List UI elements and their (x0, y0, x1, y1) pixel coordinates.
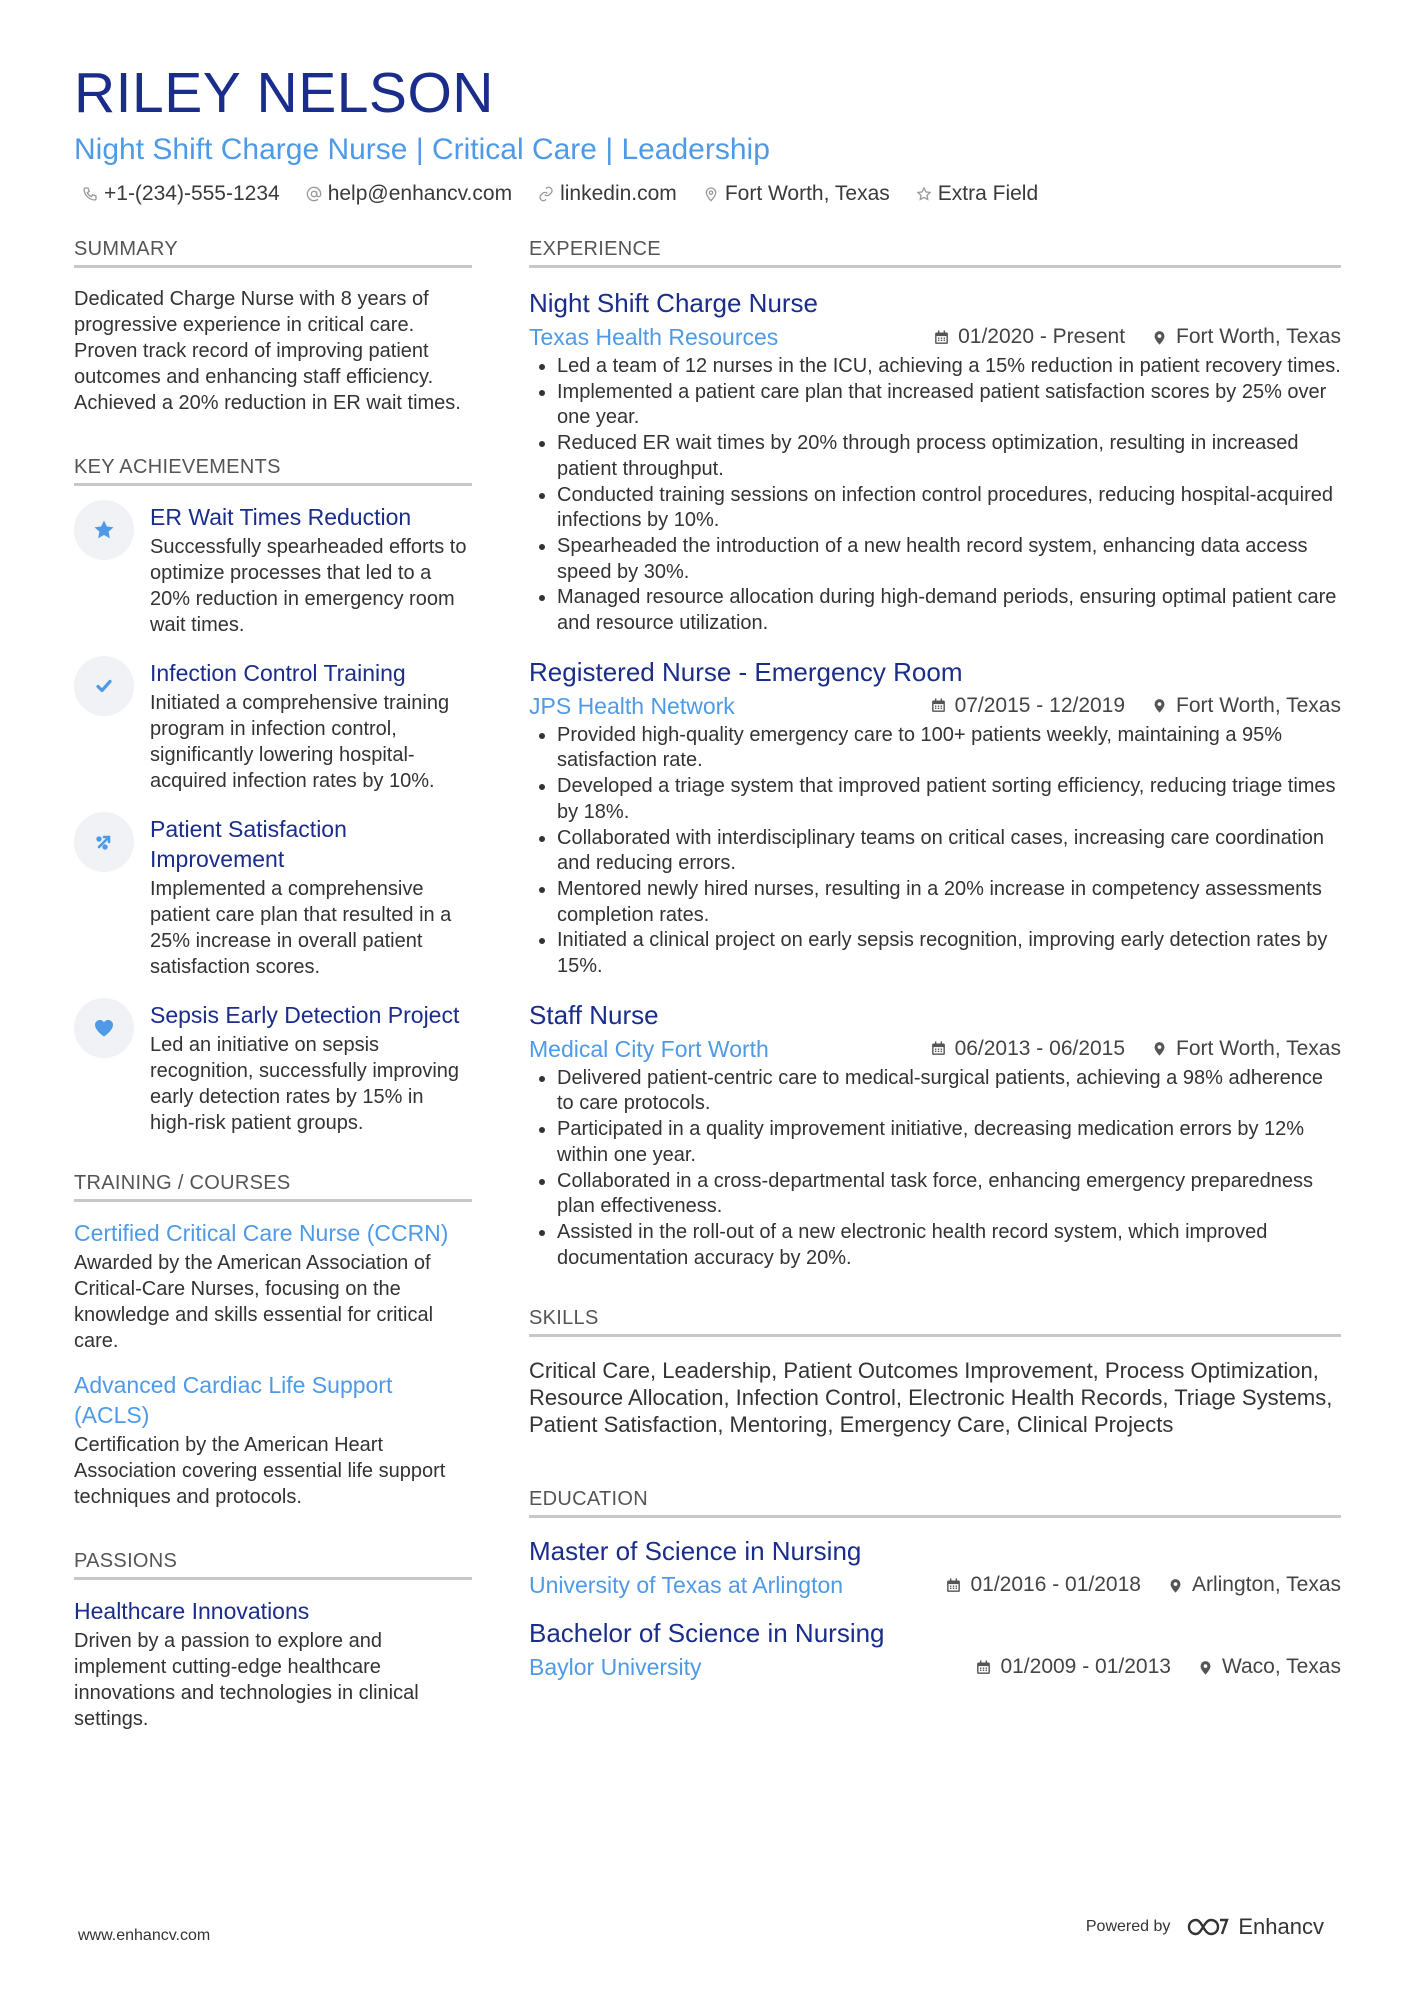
achievement-item (74, 502, 472, 638)
degree-title: Master of Science in Nursing (529, 1536, 862, 1567)
achievement-title: Infection Control Training (150, 660, 406, 686)
education-location: Waco, Texas (1221, 1655, 1341, 1679)
achievement-title: ER Wait Times Reduction (150, 504, 412, 530)
section-title-education: EDUCATION (529, 1488, 1341, 1518)
school-name: Baylor University (529, 1654, 702, 1681)
bullet-item: • Mentored newly hired nurses, resulting in a 20% increase in competency assessments completion rates. (557, 877, 1341, 928)
phone-icon (82, 186, 98, 202)
calendar-icon (975, 1659, 992, 1676)
achievement-desc: Initiated a comprehensive training program in infection control, significantly lowering hospital-acquired infection rates by 10%. (150, 692, 450, 792)
bullet-item: • Led a team of 12 nurses in the ICU, achieving a 15% reduction in patient recovery times. (557, 354, 1341, 380)
candidate-subtitle: Night Shift Charge Nurse | Critical Care | Leadership (74, 133, 770, 166)
phone-text: +1-(234)-555-1234 (104, 182, 280, 205)
education-entry (529, 1616, 1341, 1682)
summary-text: Dedicated Charge Nurse with 8 years of progressive experience in critical care. Proven track record of improving patient outcomes and enhancing staff efficiency. Achieved a 20% reduction in ER wait times. (74, 288, 461, 414)
job-title: Night Shift Charge Nurse (529, 288, 819, 318)
job-entry (529, 286, 1341, 637)
link-icon (538, 186, 554, 202)
achievement-desc: Led an initiative on sepsis recognition, successfully improving early detection rates by 15% in high-risk patient groups. (150, 1034, 460, 1134)
footer-powered-by (1086, 1914, 1324, 1940)
section-title-summary: SUMMARY (74, 238, 472, 268)
skills-text: Critical Care, Leadership, Patient Outcomes Improvement, Process Optimization, Resource Allocation, Infection Control, Electronic Health Records, Triage Systems, Patient Satisfaction, Mentoring, Emergency Care, Clinical Projects (529, 1358, 1333, 1438)
job-bullets (529, 723, 1341, 980)
job-dates: 01/2020 - Present (958, 325, 1126, 348)
course-desc: Awarded by the American Association of Critical-Care Nurses, focusing on the knowledge and skills essential for critical care. (74, 1252, 434, 1352)
job-meta (529, 691, 1341, 721)
heart-icon (74, 998, 134, 1058)
contact-location (703, 182, 890, 206)
training-section (74, 1172, 472, 1510)
star-icon (74, 500, 134, 560)
company-name: Medical City Fort Worth (529, 1035, 769, 1062)
job-entry (529, 998, 1341, 1272)
left-column (74, 238, 472, 1732)
footer-website[interactable]: www.enhancv.com (78, 1927, 211, 1944)
check-icon (74, 656, 134, 716)
education-meta (529, 1652, 1341, 1682)
bullet-item: • Assisted in the roll-out of a new electronic health record system, which improved documentation accuracy by 20%. (557, 1220, 1341, 1271)
job-title: Staff Nurse (529, 999, 659, 1030)
job-dates: 06/2013 - 06/2015 (954, 1036, 1126, 1060)
company-name: Texas Health Resources (529, 324, 779, 350)
skills-section (529, 1307, 1341, 1438)
contact-link[interactable] (538, 182, 677, 206)
trend-icon (74, 812, 134, 872)
education-entry (529, 1534, 1341, 1600)
location-text: Fort Worth, Texas (724, 182, 890, 205)
education-section (529, 1488, 1341, 1682)
job-entry (529, 655, 1341, 980)
location-pin-icon (1151, 329, 1168, 346)
education-dates: 01/2016 - 01/2018 (970, 1573, 1141, 1597)
company-name: JPS Health Network (529, 692, 735, 719)
achievement-item (74, 658, 472, 794)
right-column (529, 238, 1341, 1682)
course-item (74, 1218, 472, 1354)
passion-title: Healthcare Innovations (74, 1598, 310, 1624)
section-title-experience: EXPERIENCE (529, 238, 1341, 268)
passion-desc: Driven by a passion to explore and implement cutting-edge healthcare innovations and technologies in clinical settings. (74, 1630, 419, 1730)
calendar-icon (930, 1040, 947, 1057)
experience-section (529, 238, 1341, 1271)
section-title-passions: PASSIONS (74, 1550, 472, 1580)
course-item (74, 1370, 472, 1510)
job-bullets (529, 1066, 1341, 1272)
job-meta (529, 1034, 1341, 1064)
calendar-icon (933, 329, 950, 346)
job-title: Registered Nurse - Emergency Room (529, 656, 963, 687)
location-pin-icon (1151, 1040, 1168, 1057)
job-location: Fort Worth, Texas (1176, 325, 1341, 348)
at-icon (306, 186, 322, 202)
bullet-item: • Implemented a patient care plan that increased patient satisfaction scores by 25% over one year. (557, 380, 1341, 431)
bullet-item: • Managed resource allocation during high-demand periods, ensuring optimal patient care and resource utilization. (557, 585, 1341, 636)
education-location: Arlington, Texas (1191, 1573, 1341, 1597)
contact-bar (74, 182, 1346, 206)
brand-name: Enhancv (1238, 1914, 1324, 1939)
brand-logo[interactable] (1186, 1914, 1324, 1940)
bullet-item: • Delivered patient-centric care to medical-surgical patients, achieving a 98% adherence to care protocols. (557, 1066, 1341, 1117)
job-dates: 07/2015 - 12/2019 (954, 693, 1126, 717)
location-pin-icon (1167, 1577, 1184, 1594)
achievement-desc: Successfully spearheaded efforts to optimize processes that led to a 20% reduction in emergency room wait times. (150, 536, 467, 636)
email-text: help@enhancv.com (327, 182, 513, 205)
achievements-section (74, 456, 472, 1136)
location-pin-icon (1197, 1659, 1214, 1676)
star-outline-icon (916, 186, 932, 202)
calendar-icon (930, 697, 947, 714)
extra-text: Extra Field (937, 182, 1039, 205)
contact-email[interactable] (306, 182, 512, 206)
section-title-skills: SKILLS (529, 1307, 1341, 1337)
bullet-item: • Participated in a quality improvement initiative, decreasing medication errors by 12% within one year. (557, 1117, 1341, 1168)
summary-section (74, 238, 472, 416)
section-title-training: TRAINING / COURSES (74, 1172, 472, 1202)
bullet-item: • Developed a triage system that improved patient sorting efficiency, reducing triage times by 18%. (557, 774, 1341, 825)
bullet-item: • Conducted training sessions on infection control procedures, reducing hospital-acquired infections by 10%. (557, 483, 1341, 534)
enhancv-logo-icon (1186, 1916, 1230, 1938)
candidate-name: RILEY NELSON (74, 61, 494, 125)
contact-extra (916, 182, 1038, 206)
link-text: linkedin.com (560, 182, 677, 205)
course-title: Certified Critical Care Nurse (CCRN) (74, 1220, 449, 1246)
achievement-title: Sepsis Early Detection Project (150, 1002, 460, 1028)
course-desc: Certification by the American Heart Association covering essential life support techniques and protocols. (74, 1434, 446, 1508)
achievement-item (74, 1000, 472, 1136)
contact-phone[interactable] (82, 182, 280, 206)
job-location: Fort Worth, Texas (1176, 693, 1341, 717)
education-dates: 01/2009 - 01/2013 (1000, 1655, 1171, 1679)
achievement-item (74, 814, 472, 980)
course-title: Advanced Cardiac Life Support (ACLS) (74, 1372, 393, 1428)
bullet-item: • Provided high-quality emergency care to 100+ patients weekly, maintaining a 95% satisfaction rate. (557, 723, 1341, 774)
location-pin-icon (1151, 697, 1168, 714)
bullet-item: • Spearheaded the introduction of a new health record system, enhancing data access speed by 30%. (557, 534, 1341, 585)
education-meta (529, 1570, 1341, 1600)
bullet-item: • Collaborated in a cross-departmental task force, enhancing emergency preparedness plan effectiveness. (557, 1169, 1341, 1220)
bullet-item: • Initiated a clinical project on early sepsis recognition, improving early detection rates by 15%. (557, 928, 1341, 979)
job-location: Fort Worth, Texas (1176, 1036, 1341, 1060)
school-name: University of Texas at Arlington (529, 1572, 844, 1599)
bullet-item: • Reduced ER wait times by 20% through process optimization, resulting in increased patient throughput. (557, 431, 1341, 482)
location-pin-icon (703, 186, 719, 202)
job-meta (529, 322, 1341, 352)
passions-section (74, 1550, 472, 1732)
calendar-icon (945, 1577, 962, 1594)
powered-by-text: Powered by (1085, 1918, 1171, 1935)
resume-header (74, 58, 1346, 206)
degree-title: Bachelor of Science in Nursing (529, 1618, 885, 1649)
achievement-title: Patient Satisfaction Improvement (150, 816, 347, 872)
section-title-achievements: KEY ACHIEVEMENTS (74, 456, 472, 486)
bullet-item: • Collaborated with interdisciplinary teams on critical cases, increasing care coordination and reducing errors. (557, 826, 1341, 877)
achievement-desc: Implemented a comprehensive patient care plan that resulted in a 25% increase in overall patient satisfaction scores. (150, 878, 452, 978)
job-bullets (529, 354, 1341, 637)
